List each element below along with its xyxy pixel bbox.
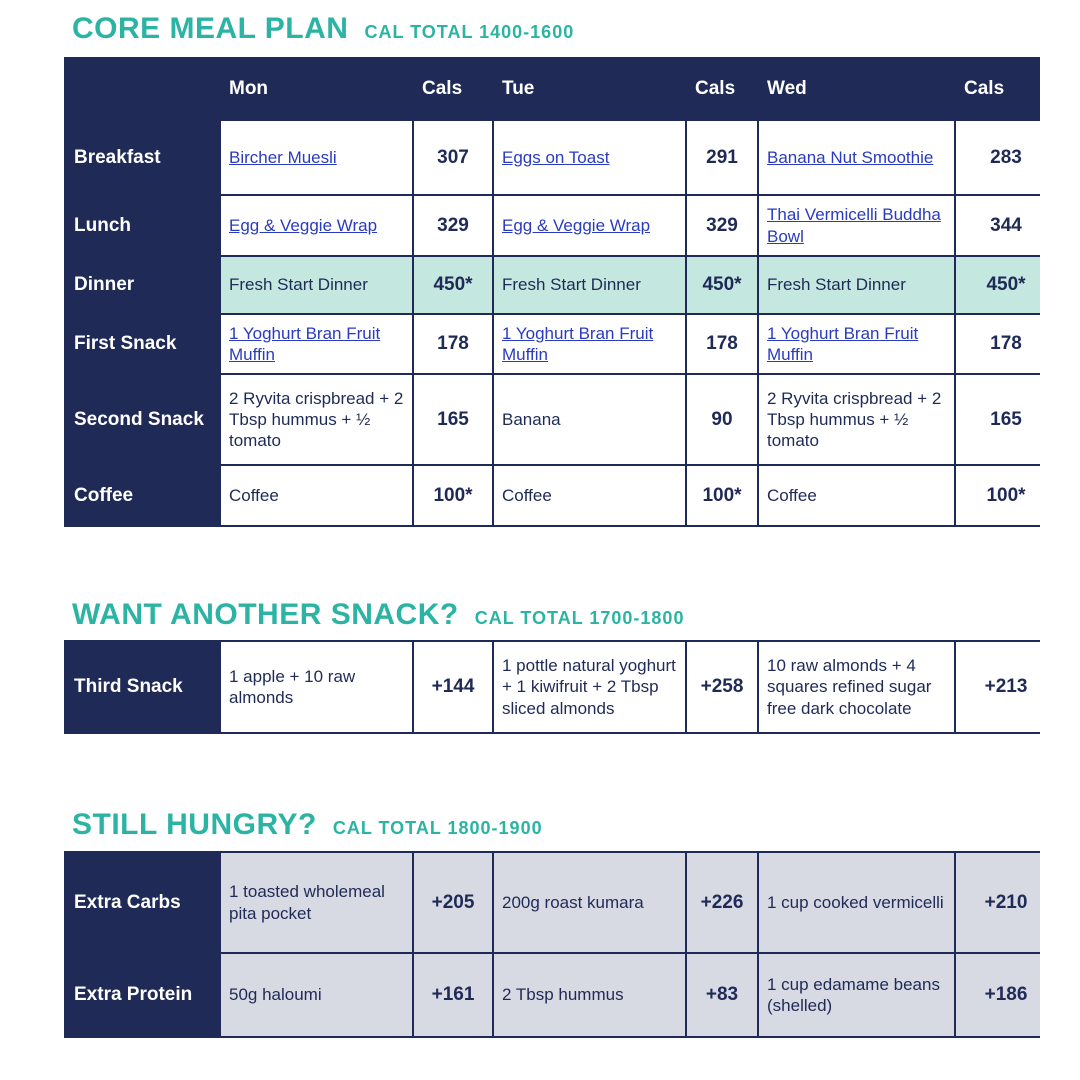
cal-value: +83 — [686, 953, 758, 1037]
cal-value: 165 — [413, 374, 493, 465]
meal-link[interactable]: Eggs on Toast — [502, 147, 610, 167]
header-tue: Tue — [493, 58, 686, 120]
meal-text: 1 pottle natural yoghurt + 1 kiwifruit + 2 Tbsp sliced almonds — [493, 641, 686, 733]
meal-text: Coffee — [493, 465, 686, 526]
core-cal-total: CAL TOTAL 1400-1600 — [364, 22, 575, 42]
meal-text: Fresh Start Dinner — [493, 256, 686, 314]
cal-value: +258 — [686, 641, 758, 733]
meal-text: 50g haloumi — [220, 953, 413, 1037]
row-label-breakfast: Breakfast — [65, 120, 220, 195]
meal-text: Fresh Start Dinner — [220, 256, 413, 314]
table-row — [65, 256, 1057, 314]
corner-cell — [65, 58, 220, 120]
hungry-table — [64, 851, 1058, 1038]
cal-value: 450* — [413, 256, 493, 314]
snack-table — [64, 640, 1058, 734]
cal-value: +210 — [955, 852, 1057, 953]
header-mon: Mon — [220, 58, 413, 120]
core-meal-table — [64, 57, 1058, 527]
hungry-cal-total: CAL TOTAL 1800-1900 — [332, 818, 543, 838]
meal-text: Coffee — [220, 465, 413, 526]
meal-text: Coffee — [758, 465, 955, 526]
cal-value: 100* — [413, 465, 493, 526]
hungry-section-title — [72, 808, 543, 842]
snack-section-title — [72, 598, 684, 632]
row-label-extra-carbs: Extra Carbs — [65, 852, 220, 953]
meal-link[interactable]: Bircher Muesli — [229, 147, 337, 167]
table-row — [65, 465, 1057, 526]
cal-value: 329 — [686, 195, 758, 256]
cal-value: 90 — [686, 374, 758, 465]
table-row — [65, 120, 1057, 195]
meal-text: 1 apple + 10 raw almonds — [220, 641, 413, 733]
meal-text: 2 Ryvita crispbread + 2 Tbsp hummus + ½ tomato — [220, 374, 413, 465]
row-label-extra-protein: Extra Protein — [65, 953, 220, 1037]
row-label-third-snack: Third Snack — [65, 641, 220, 733]
cal-value: +205 — [413, 852, 493, 953]
cal-value: 100* — [686, 465, 758, 526]
table-row — [65, 195, 1057, 256]
table-row — [65, 374, 1057, 465]
header-cals: Cals — [413, 58, 493, 120]
cal-value: +226 — [686, 852, 758, 953]
meal-text: Fresh Start Dinner — [758, 256, 955, 314]
meal-text: 2 Ryvita crispbread + 2 Tbsp hummus + ½ tomato — [758, 374, 955, 465]
row-label-second-snack: Second Snack — [65, 374, 220, 465]
core-section-title — [72, 12, 574, 46]
page-edge-mask — [1040, 0, 1080, 1080]
cal-value: 178 — [413, 314, 493, 374]
meal-text: 200g roast kumara — [493, 852, 686, 953]
meal-link[interactable]: 1 Yoghurt Bran Fruit Muffin — [502, 323, 654, 364]
table-row — [65, 641, 1057, 733]
meal-link[interactable]: 1 Yoghurt Bran Fruit Muffin — [229, 323, 381, 364]
hungry-title: STILL HUNGRY? — [72, 808, 317, 841]
meal-text: 2 Tbsp hummus — [493, 953, 686, 1037]
header-wed: Wed — [758, 58, 955, 120]
meal-link[interactable]: 1 Yoghurt Bran Fruit Muffin — [767, 323, 919, 364]
table-row — [65, 953, 1057, 1037]
meal-text: 1 cup cooked vermicelli — [758, 852, 955, 953]
meal-link[interactable]: Egg & Veggie Wrap — [502, 215, 651, 235]
cal-value: 344 — [955, 195, 1057, 256]
meal-link[interactable]: Thai Vermicelli Buddha Bowl — [767, 205, 941, 246]
cal-value: 178 — [686, 314, 758, 374]
cal-value: 307 — [413, 120, 493, 195]
cal-value: 178 — [955, 314, 1057, 374]
table-row — [65, 852, 1057, 953]
snack-title: WANT ANOTHER SNACK? — [72, 598, 459, 631]
cal-value: 291 — [686, 120, 758, 195]
cal-value: +161 — [413, 953, 493, 1037]
table-row — [65, 314, 1057, 374]
cal-value: 450* — [686, 256, 758, 314]
meal-link[interactable]: Egg & Veggie Wrap — [229, 215, 378, 235]
cal-value: 100* — [955, 465, 1057, 526]
meal-text: 10 raw almonds + 4 squares refined sugar free dark chocolate — [758, 641, 955, 733]
cal-value: +144 — [413, 641, 493, 733]
row-label-coffee: Coffee — [65, 465, 220, 526]
core-title: CORE MEAL PLAN — [72, 12, 349, 45]
cal-value: +186 — [955, 953, 1057, 1037]
meal-text: 1 toasted wholemeal pita pocket — [220, 852, 413, 953]
snack-cal-total: CAL TOTAL 1700-1800 — [474, 608, 685, 628]
header-cals: Cals — [686, 58, 758, 120]
row-label-dinner: Dinner — [65, 256, 220, 314]
row-label-first-snack: First Snack — [65, 314, 220, 374]
cal-value: 450* — [955, 256, 1057, 314]
cal-value: +213 — [955, 641, 1057, 733]
cal-value: 329 — [413, 195, 493, 256]
meal-link[interactable]: Banana Nut Smoothie — [767, 147, 934, 167]
row-label-lunch: Lunch — [65, 195, 220, 256]
meal-text: Banana — [493, 374, 686, 465]
meal-text: 1 cup edamame beans (shelled) — [758, 953, 955, 1037]
header-cals: Cals — [955, 58, 1057, 120]
table-header-row — [65, 58, 1057, 120]
cal-value: 165 — [955, 374, 1057, 465]
cal-value: 283 — [955, 120, 1057, 195]
